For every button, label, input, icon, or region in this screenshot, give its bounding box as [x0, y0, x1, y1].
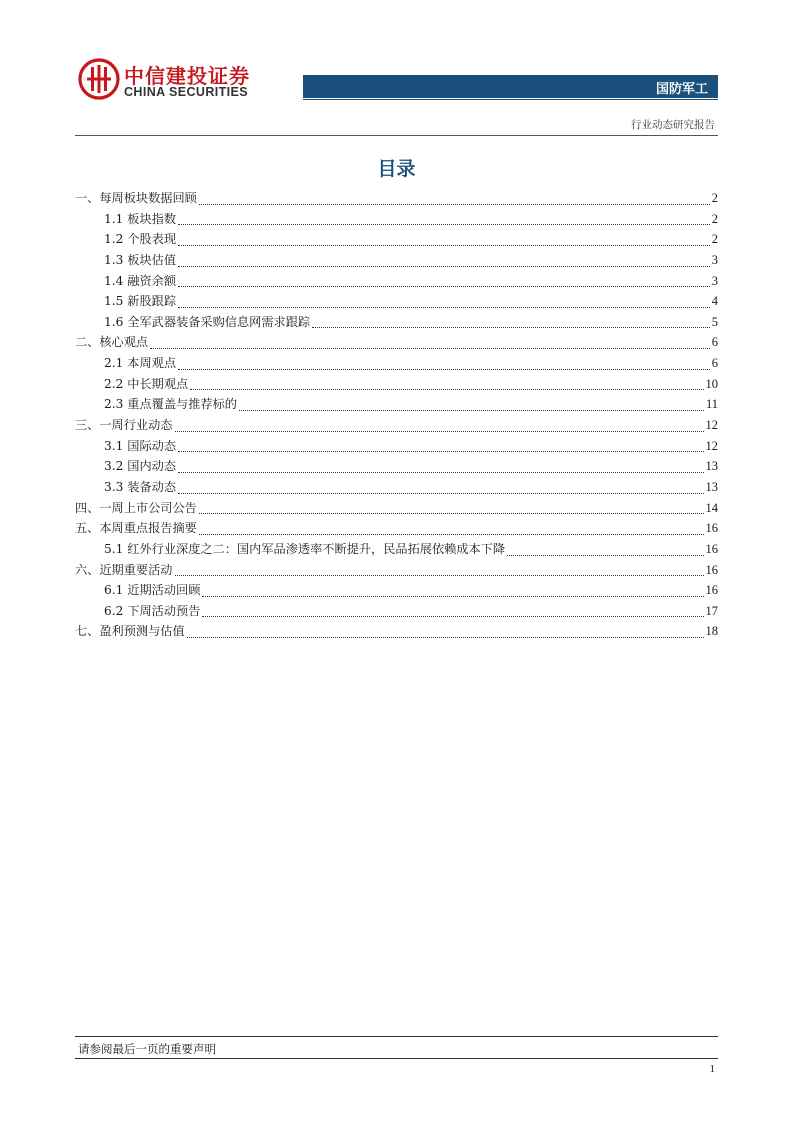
company-logo: [78, 58, 250, 102]
toc-dot-leader: [178, 286, 710, 287]
toc-entry-label: 6.1 近期活动回顾: [104, 583, 201, 598]
toc-entry[interactable]: [75, 333, 718, 354]
toc-entry-page: 16: [705, 583, 718, 598]
toc-entry-label: 3.3 装备动态: [104, 479, 177, 494]
toc-dot-leader: [178, 307, 710, 308]
toc-entry-page: 13: [705, 479, 718, 494]
toc-entry-label: 2.1 本周观点: [104, 356, 177, 371]
toc-entry-page: 11: [705, 397, 718, 412]
toc-dot-leader: [187, 637, 704, 638]
toc-entry-page: 3: [711, 273, 718, 288]
toc-entry-page: 3: [711, 252, 718, 267]
toc-dot-leader: [507, 555, 703, 556]
toc-entry[interactable]: [75, 437, 718, 458]
footer-divider-top: [75, 1036, 718, 1037]
toc-entry-page: 6: [711, 335, 718, 350]
toc-entry-label: 5.1 红外行业深度之二：国内军品渗透率不断提升，民品拓展依赖成本下降: [104, 541, 506, 556]
toc-entry-page: 12: [705, 418, 718, 433]
toc-entry-page: 16: [705, 541, 718, 556]
toc-entry-page: 16: [705, 562, 718, 577]
toc-dot-leader: [312, 327, 710, 328]
toc-entry-label: 四、一周上市公司公告: [75, 500, 197, 515]
toc-entry-label: 五、本周重点报告摘要: [75, 521, 197, 536]
toc-entry-page: 6: [711, 356, 718, 371]
toc-dot-leader: [178, 369, 710, 370]
toc-entry-label: 三、一周行业动态: [75, 418, 173, 433]
logo-chinese-name: 中信建投证券: [124, 64, 250, 88]
toc-entry[interactable]: [75, 272, 718, 293]
toc-entry[interactable]: [75, 416, 718, 437]
toc-entry-page: 16: [705, 521, 718, 536]
table-of-contents: [75, 189, 718, 643]
sector-label: 国防军工: [655, 82, 708, 97]
disclaimer-note: 请参阅最后一页的重要声明: [78, 1042, 216, 1056]
toc-entry[interactable]: [75, 540, 718, 561]
toc-dot-leader: [178, 472, 703, 473]
toc-dot-leader: [202, 596, 703, 597]
toc-entry-label: 3.1 国际动态: [104, 438, 177, 453]
toc-entry[interactable]: [75, 189, 718, 210]
toc-entry[interactable]: [75, 210, 718, 231]
logo-english-name: CHINA SECURITIES: [124, 85, 249, 99]
toc-entry-label: 一、每周板块数据回顾: [75, 191, 197, 205]
toc-entry-label: 2.2 中长期观点: [104, 376, 189, 391]
toc-entry-label: 二、核心观点: [75, 335, 149, 350]
toc-entry-label: 1.1 板块指数: [104, 211, 177, 226]
toc-entry-label: 1.3 板块估值: [104, 252, 177, 267]
toc-dot-leader: [199, 534, 704, 535]
toc-entry-label: 六、近期重要活动: [75, 562, 173, 577]
china-securities-logo-icon: [78, 58, 120, 100]
toc-entry-page: 2: [711, 211, 718, 226]
toc-entry-page: 13: [705, 459, 718, 474]
toc-entry[interactable]: [75, 622, 718, 643]
toc-entry-label: 1.4 融资余额: [104, 273, 177, 288]
toc-entry-page: 12: [705, 438, 718, 453]
toc-entry[interactable]: [75, 251, 718, 272]
footer-divider-bottom: [75, 1058, 718, 1059]
sector-banner: [303, 75, 718, 98]
toc-entry-label: 1.6 全军武器装备采购信息网需求跟踪: [104, 314, 311, 329]
toc-dot-leader: [150, 348, 710, 349]
toc-entry-label: 2.3 重点覆盖与推荐标的: [104, 397, 237, 412]
toc-dot-leader: [175, 431, 704, 432]
toc-entry[interactable]: [75, 230, 718, 251]
toc-entry[interactable]: [75, 581, 718, 602]
toc-entry[interactable]: [75, 354, 718, 375]
toc-entry[interactable]: [75, 519, 718, 540]
toc-entry[interactable]: [75, 478, 718, 499]
toc-entry-page: 4: [711, 294, 718, 309]
toc-entry-label: 1.5 新股跟踪: [104, 294, 177, 309]
toc-dot-leader: [190, 389, 703, 390]
toc-dot-leader: [199, 204, 710, 205]
toc-entry-page: 5: [711, 314, 718, 329]
toc-dot-leader: [202, 616, 703, 617]
toc-entry-page: 18: [705, 624, 718, 639]
toc-entry-label: 1.2 个股表现: [104, 232, 177, 247]
toc-entry-page: 17: [705, 603, 718, 618]
report-type-divider: [75, 135, 718, 136]
header-divider: [303, 99, 718, 100]
toc-entry[interactable]: [75, 292, 718, 313]
toc-dot-leader: [178, 266, 710, 267]
toc-entry[interactable]: [75, 457, 718, 478]
toc-entry-label: 6.2 下周活动预告: [104, 603, 201, 618]
toc-dot-leader: [175, 575, 704, 576]
toc-entry[interactable]: [75, 395, 718, 416]
toc-entry-page: 2: [711, 191, 718, 205]
toc-entry-page: 2: [711, 232, 718, 247]
toc-entry[interactable]: [75, 561, 718, 582]
toc-entry[interactable]: [75, 313, 718, 334]
report-type: 行业动态研究报告: [631, 119, 715, 131]
toc-dot-leader: [178, 245, 710, 246]
toc-dot-leader: [239, 410, 704, 411]
toc-entry-label: 3.2 国内动态: [104, 459, 177, 474]
toc-entry-label: 七、盈利预测与估值: [75, 624, 185, 639]
toc-entry[interactable]: [75, 499, 718, 520]
toc-entry-page: 14: [705, 500, 718, 515]
toc-dot-leader: [178, 493, 703, 494]
toc-dot-leader: [178, 451, 703, 452]
toc-entry[interactable]: [75, 602, 718, 623]
page-number: 1: [709, 1063, 715, 1075]
toc-dot-leader: [178, 224, 710, 225]
toc-entry-page: 10: [705, 376, 718, 391]
toc-entry[interactable]: [75, 375, 718, 396]
toc-dot-leader: [199, 513, 704, 514]
toc-title: 目录: [377, 158, 416, 180]
